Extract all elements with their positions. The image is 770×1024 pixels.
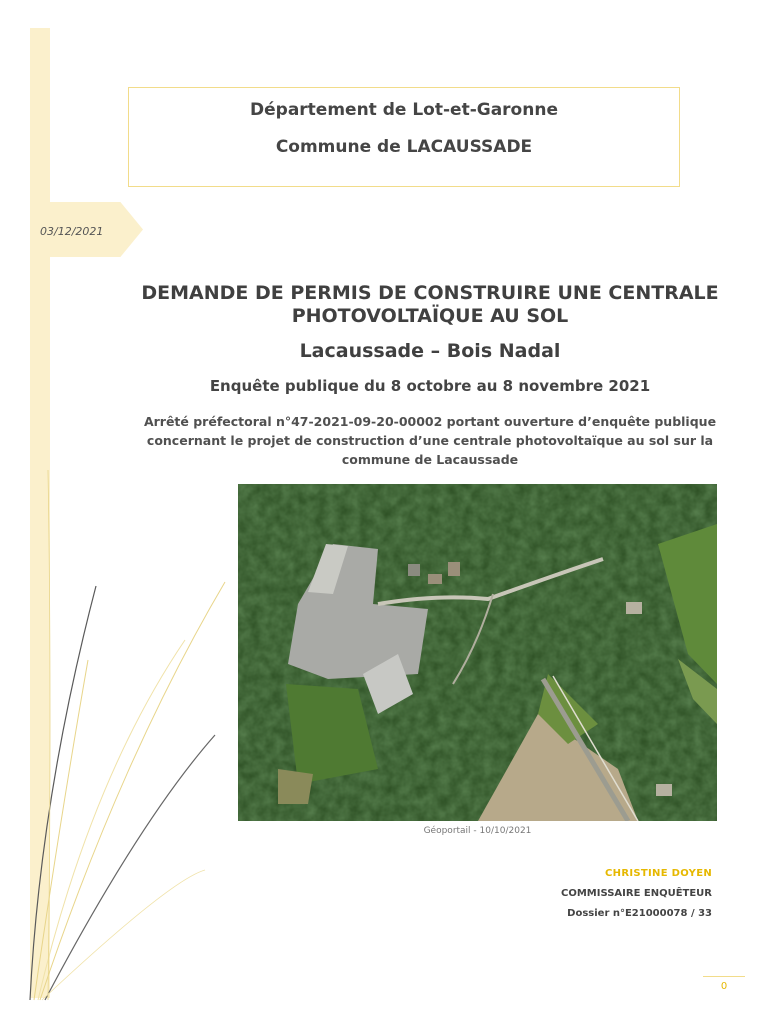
page-number-rule [703, 976, 745, 977]
page-number: 0 [720, 981, 728, 992]
document-title: DEMANDE DE PERMIS DE CONSTRUIRE UNE CENTRALE PHOTOVOLTAÏQUE AU SOL [141, 282, 719, 327]
author-role: COMMISSAIRE ENQUÊTEUR [560, 888, 712, 899]
enquete-dates: Enquête publique du 8 octobre au 8 novembre 2021 [209, 377, 651, 395]
dossier-number: Dossier n°E21000078 / 33 [567, 908, 712, 919]
aerial-photo [238, 484, 717, 821]
document-date: 03/12/2021 [40, 225, 104, 238]
author-name: CHRISTINE DOYEN [605, 868, 712, 879]
photo-caption: Géoportail - 10/10/2021 [423, 826, 532, 836]
arrete-text: Arrêté préfectoral n°47-2021-09-20-00002 portant ouverture d’enquête publique concernant le projet de construction d’une centrale photovoltaïque au sol sur la commune de Lacaussade [143, 414, 717, 467]
commune-name: Commune de LACAUSSADE [275, 137, 533, 157]
department-name: Département de Lot-et-Garonne [250, 100, 558, 120]
header-box [128, 87, 680, 187]
document-subtitle: Lacaussade – Bois Nadal [299, 340, 561, 362]
